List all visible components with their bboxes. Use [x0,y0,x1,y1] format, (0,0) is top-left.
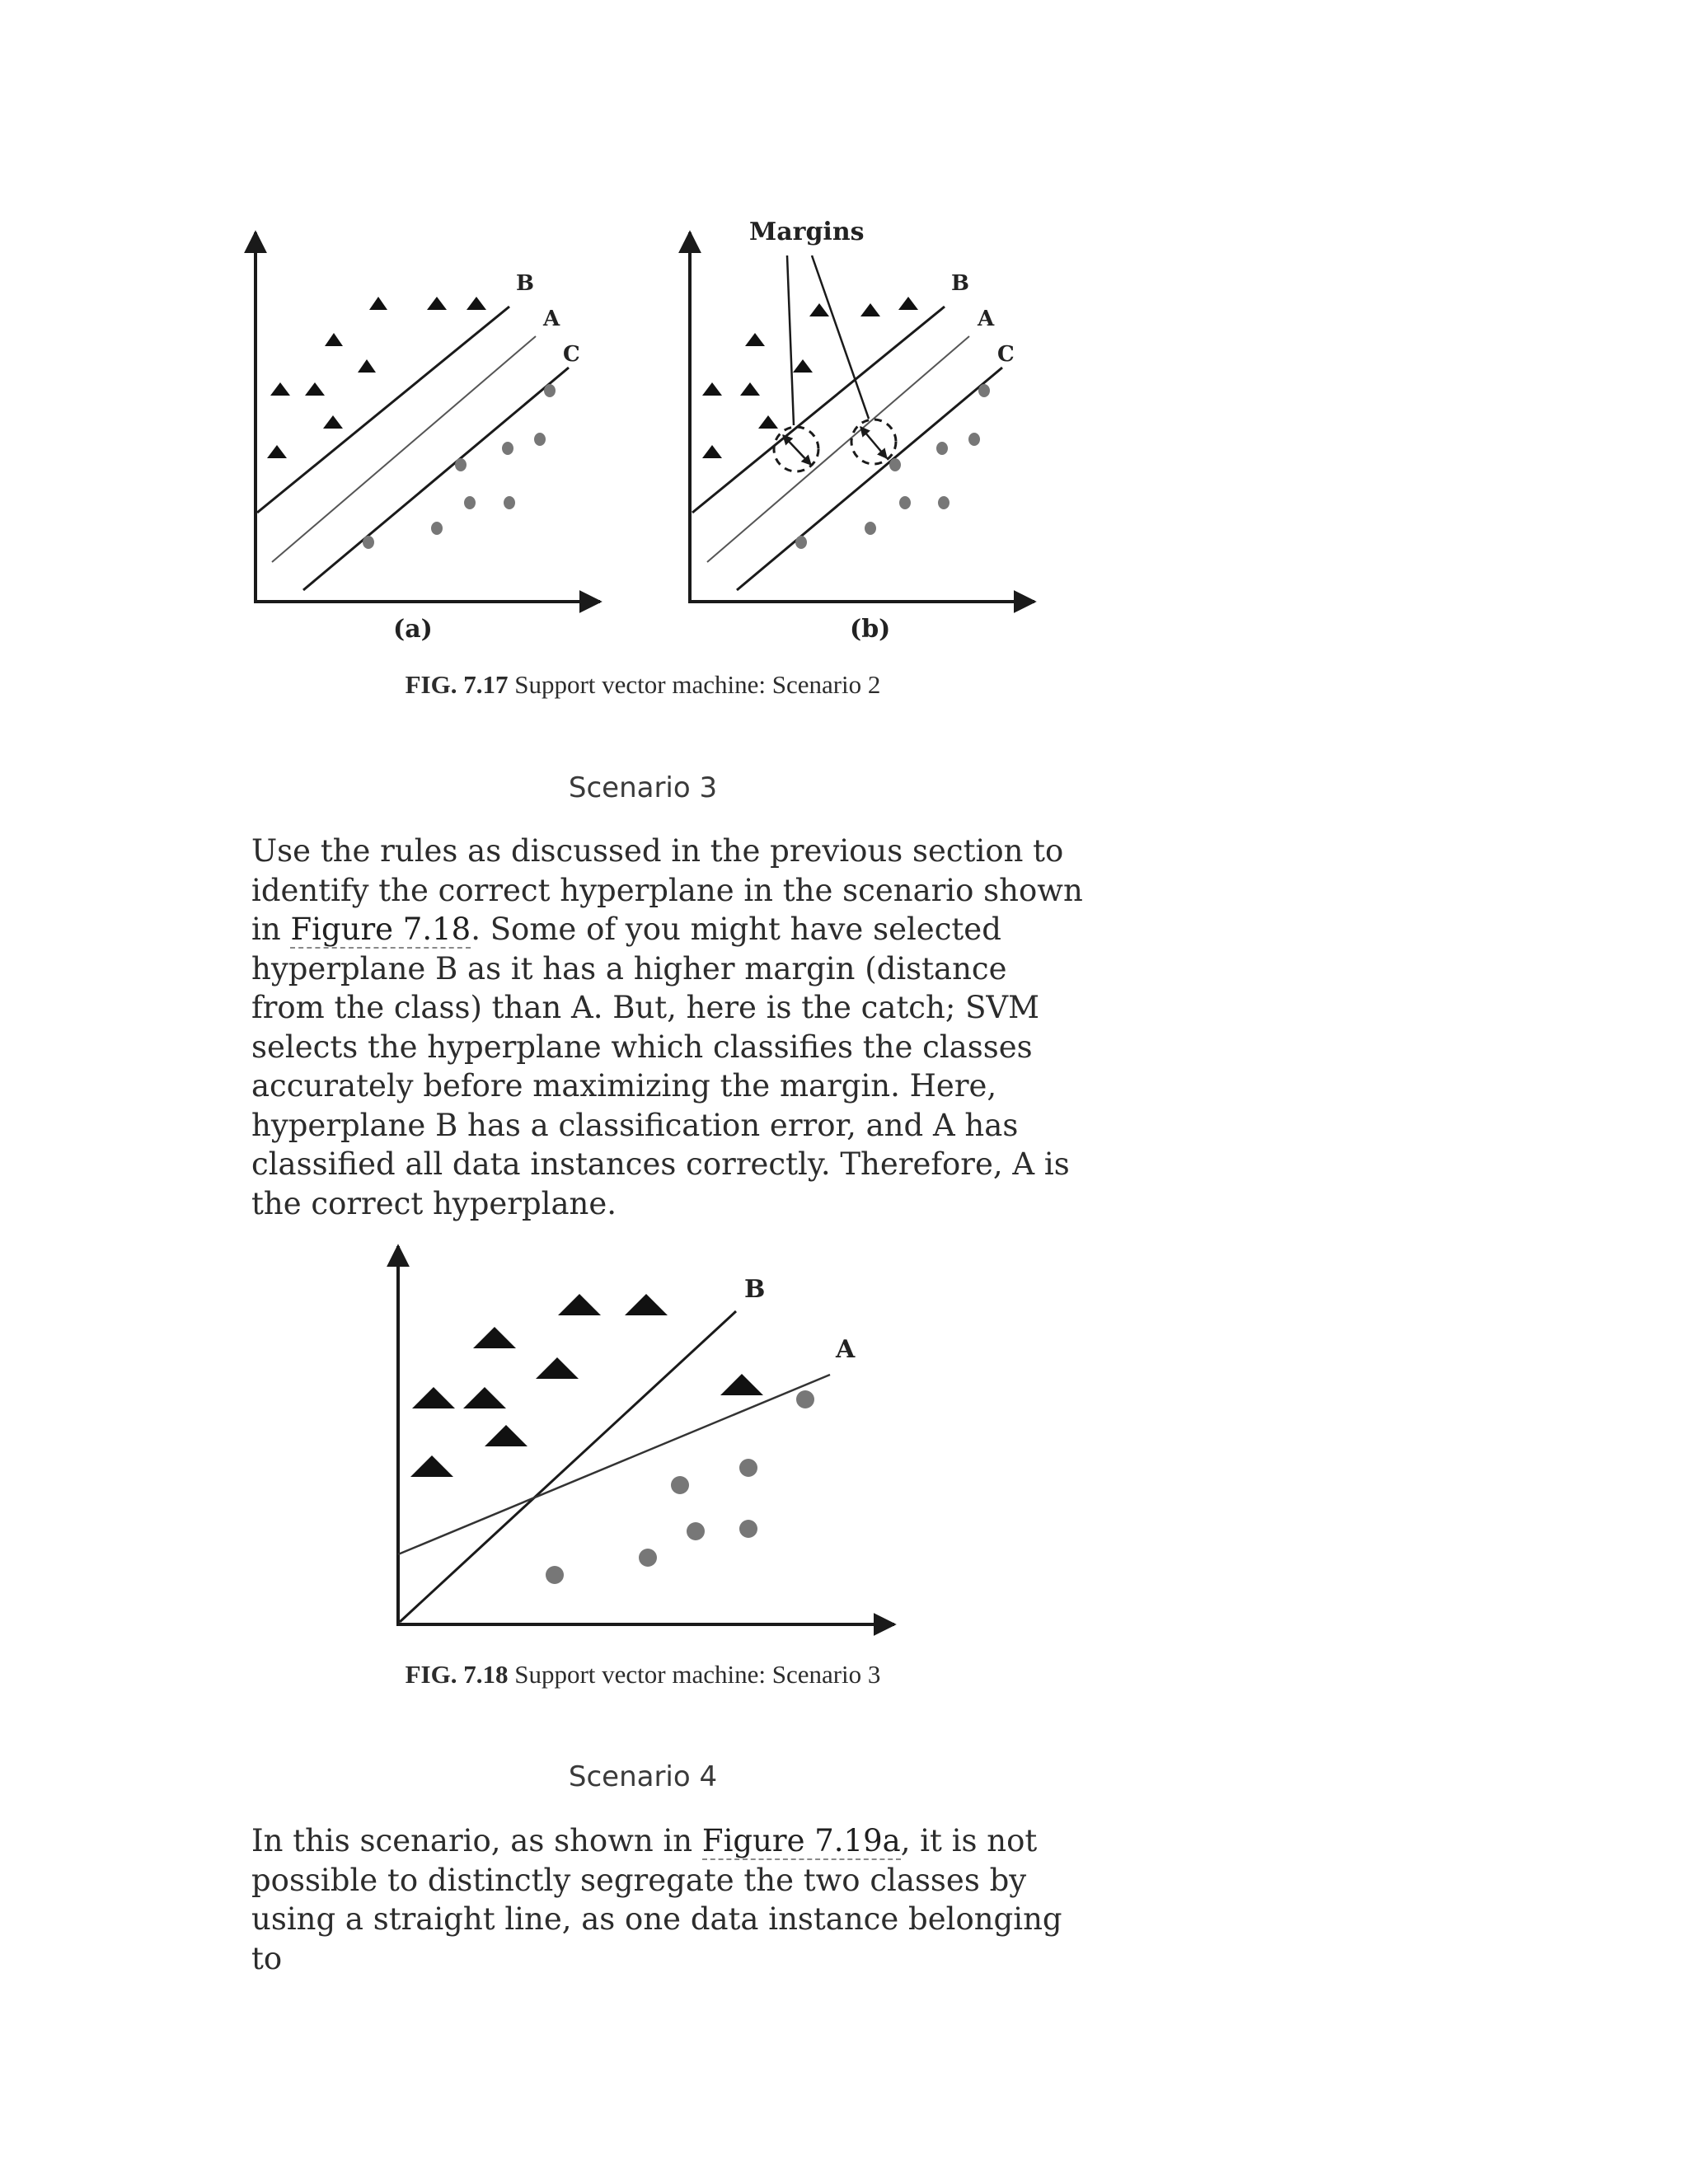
panel-a-line-c [303,368,569,590]
margins-pointer-right [812,255,869,419]
panel-b-line-a [707,336,969,562]
panel-a-label-b: B [516,271,534,296]
fig-7-17-caption-text: Support vector machine: Scenario 2 [508,670,881,699]
panel-a-circles [363,384,556,549]
fig-7-17-caption [0,670,1286,700]
fig717-diagram [0,0,1071,659]
fig718-line-a [398,1375,830,1554]
figure-7-18 [0,1220,1071,1648]
scenario-4-text-before: In this scenario, as shown in [251,1823,702,1858]
margins-pointer-left [787,255,794,425]
fig-7-17-number: FIG. 7.17 [405,670,509,699]
margin-arrow-right [860,427,887,458]
panel-a-line-a [272,336,536,562]
fig718-circles [546,1390,814,1584]
panel-b [688,218,1034,644]
panel-b-label-a: A [978,307,995,331]
scenario-3-heading: Scenario 3 [568,771,718,804]
fig-7-18-number: FIG. 7.18 [405,1660,509,1689]
panel-a [254,232,600,644]
fig718-diagram [0,1220,1071,1648]
scenario-3-paragraph [251,832,1084,1223]
panel-b-label-c: C [997,342,1015,367]
panel-a-label-a: A [543,307,560,331]
scenario-4-text-after: , it is not possible to distinctly segregate the two classes by using a straight line, as one data instance belonging to [251,1823,1062,1976]
panel-b-sublabel: (b) [850,615,891,644]
fig718-label-a: A [836,1335,856,1364]
figure-7-18-link[interactable]: Figure 7.18 [290,912,471,947]
panel-b-triangles [702,297,918,458]
fig-7-18-caption-text: Support vector machine: Scenario 3 [508,1660,881,1689]
panel-a-label-c: C [563,342,580,367]
panel-b-label-b: B [951,271,969,296]
panel-a-triangles [267,297,486,458]
figure-7-17 [0,0,1071,659]
scenario-3-text-after: . Some of you might have selected hyperplane B as it has a higher margin (distance from the class) than A. But, here is the catch; SVM selects the hyperplane which classifies the classes accurately before maximizing the margin. Here, hyperplane B has a classification error, and A has classified all data instances correctly. Therefore, A is the correct hyperplane. [251,912,1070,1221]
panel-b-circles [795,384,990,549]
scenario-3-text-before: Use the rules as discussed in the previous section to identify the correct hyperplane in the scenario shown in [251,833,1083,947]
margins-label: Margins [749,218,865,246]
margin-arrow-left [783,435,811,465]
panel-a-line-b [257,307,509,513]
scenario-4-heading: Scenario 4 [568,1760,718,1793]
panel-a-sublabel: (a) [393,615,433,644]
fig718-label-b: B [744,1275,766,1304]
fig718-line-b [400,1311,736,1622]
figure-7-19a-link[interactable]: Figure 7.19a [701,1823,901,1858]
panel-b-line-c [737,368,1002,590]
panel-b-line-b [692,307,945,513]
fig-7-18-caption [0,1660,1286,1690]
scenario-4-paragraph [251,1821,1084,1978]
